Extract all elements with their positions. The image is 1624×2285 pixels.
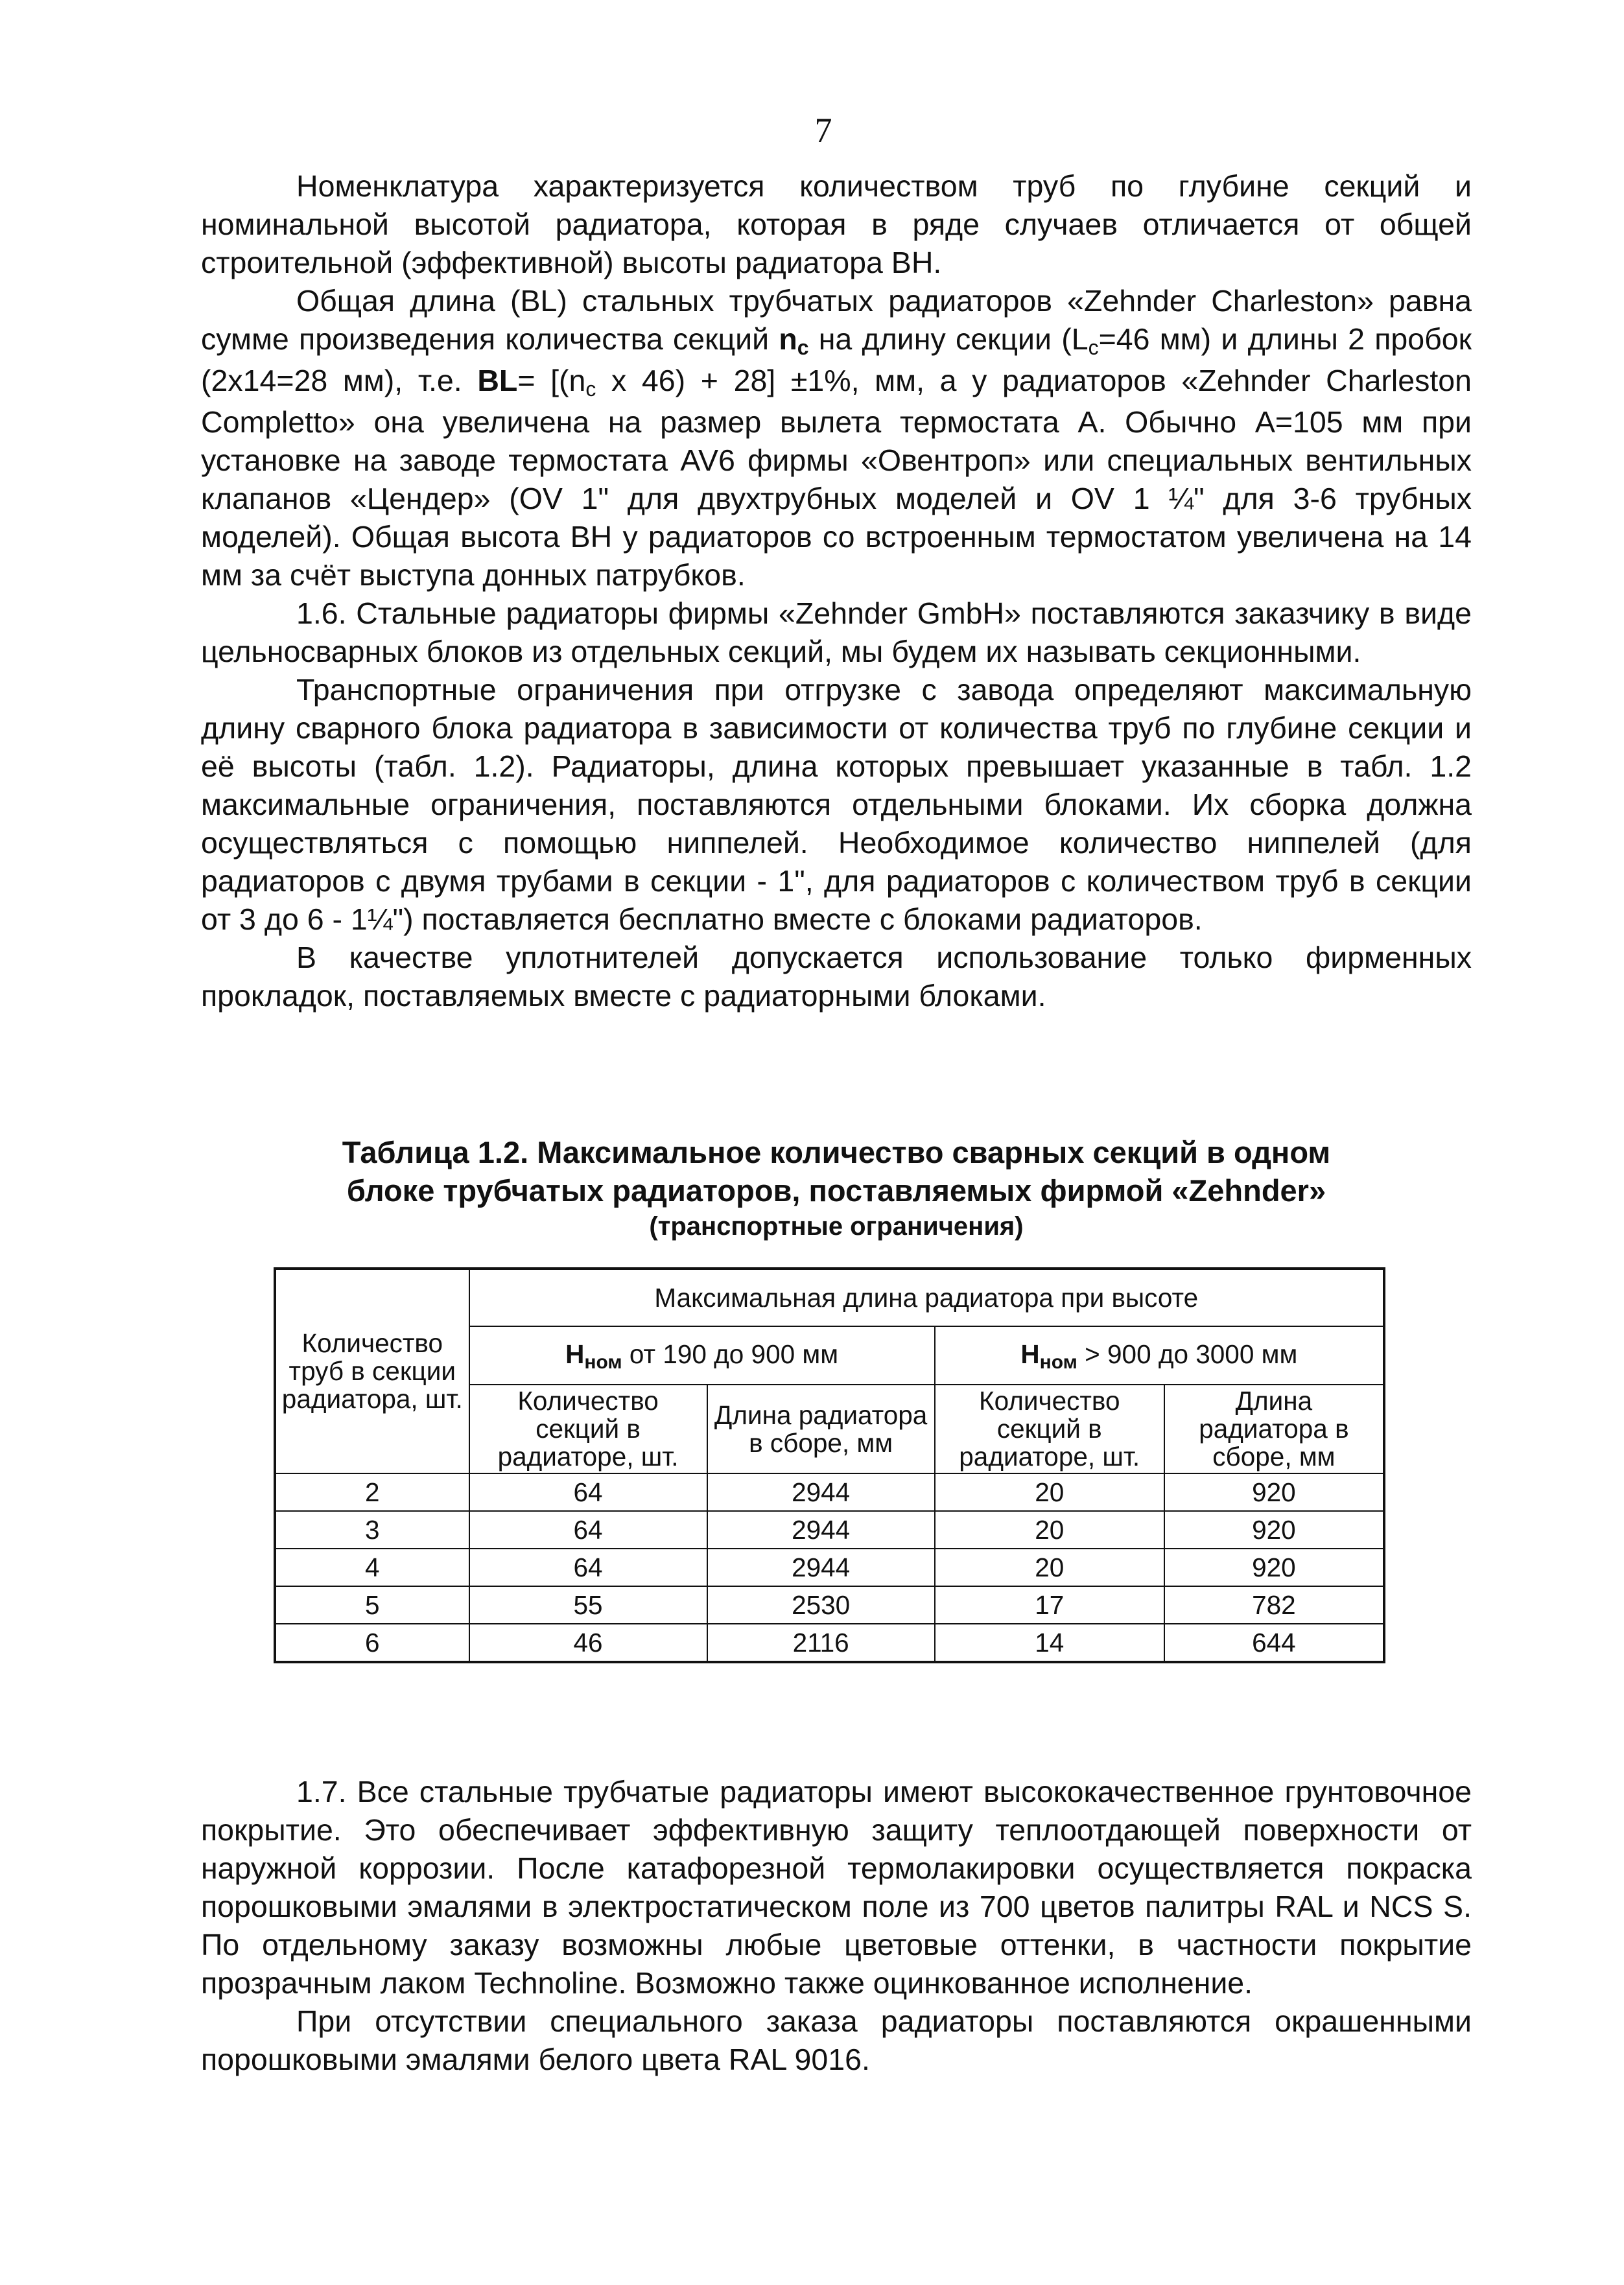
table-header-row (275, 1269, 1384, 1326)
table-cell: 17 (935, 1586, 1164, 1624)
caption-line-1: Таблица 1.2. Максимальное количество сварных секций в одном (342, 1135, 1331, 1169)
table-cell: 20 (935, 1511, 1164, 1549)
h-subscript: ном (584, 1351, 622, 1373)
table-row (275, 1586, 1384, 1624)
h-symbol: H (565, 1339, 585, 1369)
table-row (275, 1624, 1384, 1662)
table-cell: 20 (935, 1549, 1164, 1586)
table-cell: 2116 (707, 1624, 935, 1662)
table-cell: 6 (275, 1624, 469, 1662)
table-row (275, 1511, 1384, 1549)
table-cell: 2944 (707, 1511, 935, 1549)
col-header-length: Длина радиатора в сборе, мм (707, 1385, 935, 1473)
h-symbol: H (1020, 1339, 1040, 1369)
text-run: Общая длина (BL) стальных трубчатых радиаторов «Zehnder Charleston» равна сумме произведения количества секций (201, 284, 1472, 356)
table-cell: 64 (469, 1511, 707, 1549)
text-run: х 46) + 28] ±1%, мм, а у радиаторов «Zehnder Charleston Completto» она увеличена на размер вылета термостата А. Обычно А=105 мм при установке на заводе термостата AV6 фирмы «Овентроп» или специальных вентильных клапанов «Цендер» (OV 1" для двухтрубных моделей и OV 1 ¼" для 3-6 трубных моделей). Общая высота ВН у радиаторов со встроенным термостатом увеличена на 14 мм за счёт выступа донных патрубков. (201, 364, 1472, 592)
body-text-top (201, 167, 1472, 1015)
symbol-n: n (779, 322, 797, 356)
caption-line-3: (транспортные ограничения) (649, 1212, 1024, 1241)
table-cell: 2 (275, 1473, 469, 1511)
table-caption (201, 1133, 1472, 1243)
table-cell: 46 (469, 1624, 707, 1662)
paragraph-nomenclature: Номенклатура характеризуется количеством труб по глубине секций и номинальной высотой радиатора, которая в ряде случаев отличается от общей строительной (эффективной) высоты радиатора ВН. (201, 169, 1472, 279)
col-header-sections: Количество секций в радиаторе, шт. (935, 1385, 1164, 1473)
page-number: 7 (814, 111, 832, 150)
row-header-cell: Количество труб в секции радиатора, шт. (275, 1269, 469, 1473)
body-text-bottom (201, 1773, 1472, 2079)
sections-table (274, 1267, 1385, 1663)
table-cell: 920 (1164, 1549, 1384, 1586)
table-cell: 20 (935, 1473, 1164, 1511)
text-run: =46 мм) и длины 2 пробок (2х14=28 мм), т.е. (201, 322, 1472, 397)
paragraph-gaskets: В качестве уплотнителей допускается использование только фирменных прокладок, поставляемых вместе с радиаторными блоками. (201, 941, 1472, 1013)
h-subscript: ном (1039, 1351, 1077, 1373)
paragraph-total-length (201, 282, 1472, 594)
table-cell: 644 (1164, 1624, 1384, 1662)
table-cell: 920 (1164, 1473, 1384, 1511)
range-text: от 190 до 900 мм (622, 1339, 839, 1369)
col-header-length: Длина радиатора в сборе, мм (1164, 1385, 1384, 1473)
subscript-c: c (1088, 336, 1099, 359)
table-cell: 5 (275, 1586, 469, 1624)
table-row (275, 1473, 1384, 1511)
paragraph-transport: Транспортные ограничения при отгрузке с завода определяют максимальную длину сварного блока радиатора в зависимости от количества труб по глубине секции и её высоты (табл. 1.2). Радиаторы, длина которых превышает указанные в табл. 1.2 максимальные ограничения, поставляются отдельными блоками. Их сборка должна осуществляться с помощью ниппелей. Необходимое количество ниппелей (для радиаторов с двумя трубами в секции - 1", для радиаторов с количеством труб в секции от 3 до 6 - 1¼") поставляется бесплатно вместе с блоками радиаторов. (201, 673, 1472, 936)
subscript-c: c (585, 377, 596, 401)
caption-line-2: блоке трубчатых радиаторов, поставляемых фирмой «Zehnder» (346, 1173, 1326, 1208)
table-cell: 64 (469, 1473, 707, 1511)
table-cell: 782 (1164, 1586, 1384, 1624)
table-row (275, 1549, 1384, 1586)
subscript-c: c (797, 336, 809, 359)
text-run: на длину секции (L (808, 322, 1089, 356)
table-cell: 55 (469, 1586, 707, 1624)
table-cell: 2944 (707, 1549, 935, 1586)
table-cell: 2530 (707, 1586, 935, 1624)
paragraph-default-color: При отсутствии специального заказа радиаторы поставляются окрашенными порошковыми эмалями белого цвета RAL 9016. (201, 2004, 1472, 2076)
paragraph-1-7: 1.7. Все стальные трубчатые радиаторы имеют высококачественное грунтовочное покрытие. Это обеспечивает эффективную защиту теплоотдающей поверхности от наружной коррозии. После катафорезной термолакировки осуществляется покраска порошковыми эмалями в электростатическом поле из 700 цветов палитры RAL и NCS S. По отдельному заказу возможны любые цветовые оттенки, в частности покрытие прозрачным лаком Technoline. Возможно также оцинкованное исполнение. (201, 1775, 1472, 2000)
text-run: = [(n (517, 364, 586, 397)
paragraph-1-6: 1.6. Стальные радиаторы фирмы «Zehnder GmbH» поставляются заказчику в виде цельносварных блоков из отдельных секций, мы будем их называть секционными. (201, 596, 1472, 668)
table-cell: 2944 (707, 1473, 935, 1511)
table-cell: 3 (275, 1511, 469, 1549)
col-header-sections: Количество секций в радиаторе, шт. (469, 1385, 707, 1473)
table-cell: 14 (935, 1624, 1164, 1662)
group-header-cell: Максимальная длина радиатора при высоте (469, 1269, 1384, 1326)
height-range-1 (469, 1326, 935, 1385)
table-cell: 64 (469, 1549, 707, 1586)
table-cell: 4 (275, 1549, 469, 1586)
height-range-2 (935, 1326, 1384, 1385)
range-text: > 900 до 3000 мм (1077, 1339, 1298, 1369)
table-cell: 920 (1164, 1511, 1384, 1549)
symbol-bl: BL (477, 364, 518, 397)
